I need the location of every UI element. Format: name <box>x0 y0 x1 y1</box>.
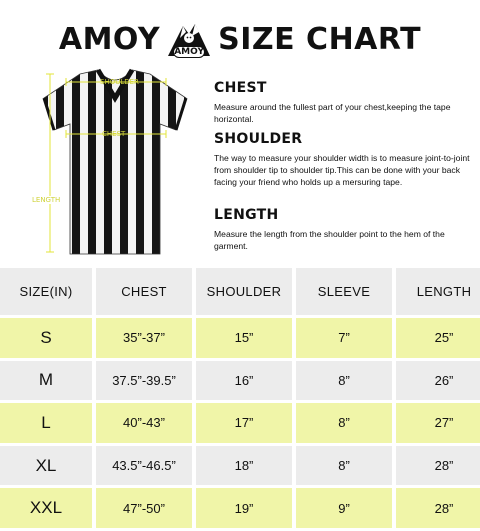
table-cell-size: XL <box>0 446 92 486</box>
table-cell-chest: 40”-43” <box>96 403 192 443</box>
length-section <box>214 207 470 252</box>
size-table <box>0 268 480 531</box>
table-cell-chest: 43.5”-46.5” <box>96 446 192 486</box>
table-cell-shoulder: 18” <box>196 446 292 486</box>
referee-shirt-illustration <box>40 68 190 258</box>
table-cell-size: L <box>0 403 92 443</box>
table-cell-shoulder: 15” <box>196 318 292 358</box>
table-cell-chest: 47”-50” <box>96 488 192 528</box>
table-header-size: SIZE(IN) <box>0 268 92 315</box>
logo-text: AMOY <box>174 47 204 57</box>
table-cell-length: 27” <box>396 403 480 443</box>
table-header-chest: CHEST <box>96 268 192 315</box>
shoulder-heading: SHOULDER <box>214 131 303 147</box>
chest-guide-label: CHEST <box>102 130 126 138</box>
chest-section <box>214 80 470 125</box>
shoulder-description: The way to measure your shoulder width is to measure joint-to-joint from shoulder tip to shoulder tip.This can be done with your back facing your friend who holds up a mersuring tape. <box>214 153 470 187</box>
brand-name: AMOY <box>58 21 161 57</box>
table-cell-sleeve: 8” <box>296 361 392 401</box>
brand-logo <box>166 16 212 62</box>
table-cell-chest: 35”-37” <box>96 318 192 358</box>
table-cell-length: 26” <box>396 361 480 401</box>
table-cell-sleeve: 8” <box>296 403 392 443</box>
shoulder-guide-label: SHOULDER <box>100 78 139 86</box>
table-cell-sleeve: 8” <box>296 446 392 486</box>
table-header-shoulder: SHOULDER <box>196 268 292 315</box>
table-cell-length: 28” <box>396 488 480 528</box>
table-cell-sleeve: 7” <box>296 318 392 358</box>
table-cell-size: XXL <box>0 488 92 528</box>
page-title: SIZE CHART <box>218 21 422 57</box>
table-cell-chest: 37.5”-39.5” <box>96 361 192 401</box>
length-heading: LENGTH <box>214 207 279 223</box>
table-cell-length: 28” <box>396 446 480 486</box>
table-header-sleeve: SLEEVE <box>296 268 392 315</box>
length-description: Measure the length from the shoulder point to the hem of the garment. <box>214 229 445 251</box>
chest-heading: CHEST <box>214 80 267 96</box>
length-guide-label: LENGTH <box>32 196 61 204</box>
table-cell-shoulder: 16” <box>196 361 292 401</box>
table-cell-sleeve: 9” <box>296 488 392 528</box>
shirt-diagram <box>32 68 190 258</box>
table-cell-shoulder: 17” <box>196 403 292 443</box>
chest-description: Measure around the fullest part of your chest,keeping the tape horizontal. <box>214 102 451 124</box>
shoulder-section <box>214 131 470 188</box>
table-cell-size: M <box>0 361 92 401</box>
table-header-length: LENGTH <box>396 268 480 315</box>
table-cell-length: 25” <box>396 318 480 358</box>
table-cell-shoulder: 19” <box>196 488 292 528</box>
chart-header <box>0 14 480 64</box>
table-cell-size: S <box>0 318 92 358</box>
